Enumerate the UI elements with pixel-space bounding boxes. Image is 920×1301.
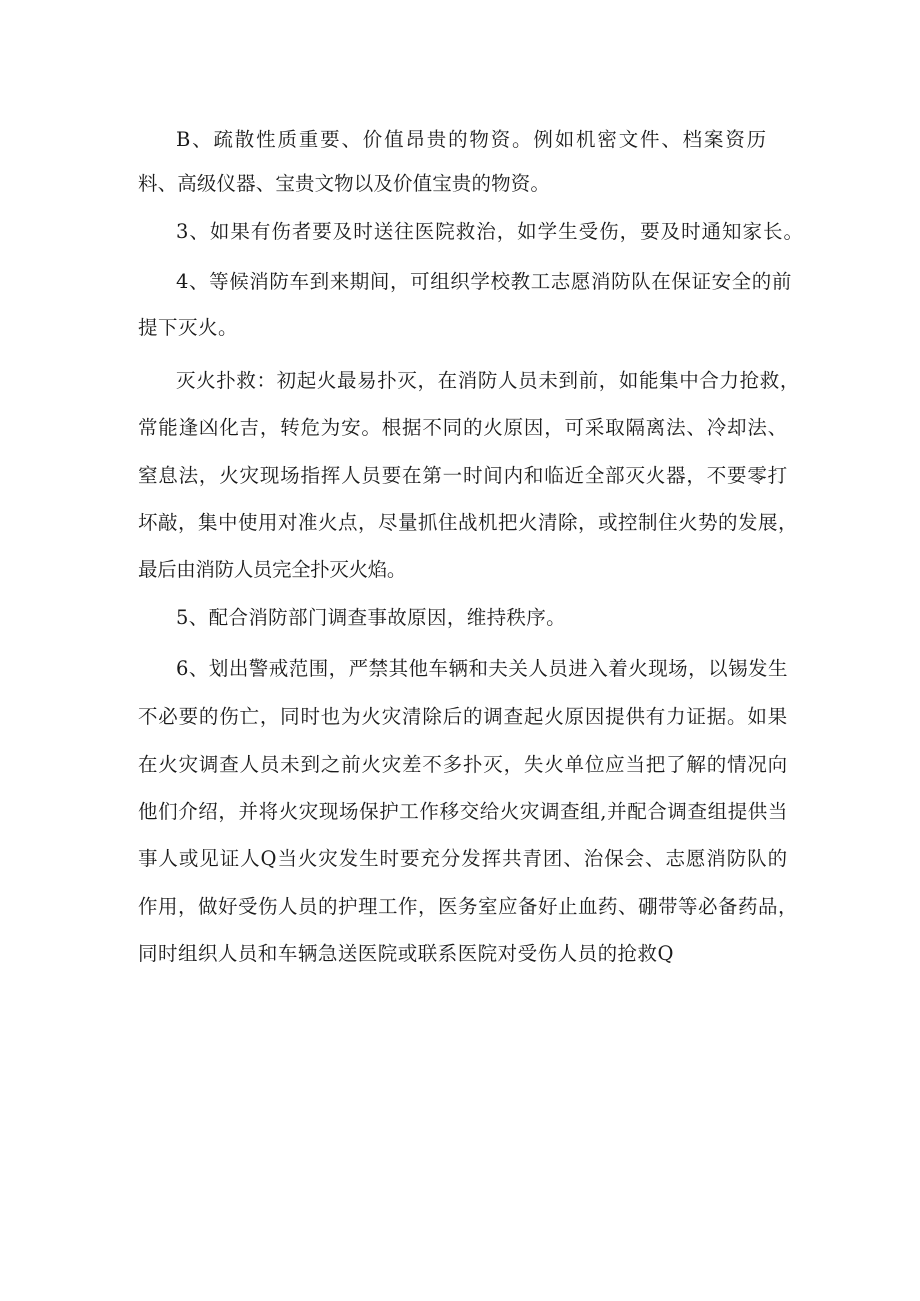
para-firefight-line-2: 常能逢凶化吉，转危为安。根据不同的火原因，可采取隔离法、冷却法、 bbox=[138, 416, 788, 439]
para-6-line-6: 作用，做好受伤人员的护理工作，医务室应备好止血药、硼带等必备药品， bbox=[138, 895, 798, 918]
para-6-line-3: 在火灾调查人员未到之前火灾差不多扑灭，失火单位应当把了解的情况向 bbox=[138, 753, 788, 776]
para-b-line-2: 料、高级仪器、宝贵文物以及价值宝贵的物资。 bbox=[138, 172, 550, 195]
para-6-line-5: 事人或见证人Q当火灾发生时要充分发挥共青团、治保会、志愿消防队的 bbox=[138, 847, 788, 870]
para-firefight-line-4: 坏敲，集中使用对准火点，尽量抓住战机把火清除，或控制住火势的发展， bbox=[138, 511, 798, 534]
para-4-line-1: 4、等候消防车到来期间，可组织学校教工志愿消防队在保证安全的前 bbox=[176, 270, 792, 293]
para-4-line-2: 提下灭火。 bbox=[138, 316, 238, 339]
para-6-line-2: 不必要的伤亡，同时也为火灾清除后的调查起火原因提供有力证据。如果 bbox=[138, 705, 788, 728]
para-6-line-7: 同时组织人员和车辆急送医院或联系医院对受伤人员的抢救Q bbox=[138, 942, 674, 965]
para-3-line-1: 3、如果有伤者要及时送往医院救治，如学生受伤，要及时通知家长。 bbox=[176, 220, 804, 243]
para-6-line-4: 他们介绍，并将火灾现场保护工作移交给火灾调查组,并配合调查组提供当 bbox=[138, 800, 788, 823]
para-firefight-line-3: 窒息法，火灾现场指挥人员要在第一时间内和临近全部灭火器，不要零打 bbox=[138, 464, 788, 487]
para-firefight-line-5: 最后由消防人员完全扑灭火焰。 bbox=[138, 558, 406, 581]
para-6-line-1: 6、划出警戒范围，严禁其他车辆和夫关人员进入着火现场，以锡发生 bbox=[176, 657, 788, 680]
para-5-line-1: 5、配合消防部门调查事故原因，维持秩序。 bbox=[176, 606, 566, 629]
para-b-line-1: B、疏散性质重要、价值昂贵的物资。例如机密文件、档案资历 bbox=[176, 128, 768, 151]
para-firefight-line-1: 灭火扑救：初起火最易扑灭，在消防人员未到前，如能集中合力抢救， bbox=[176, 369, 800, 392]
